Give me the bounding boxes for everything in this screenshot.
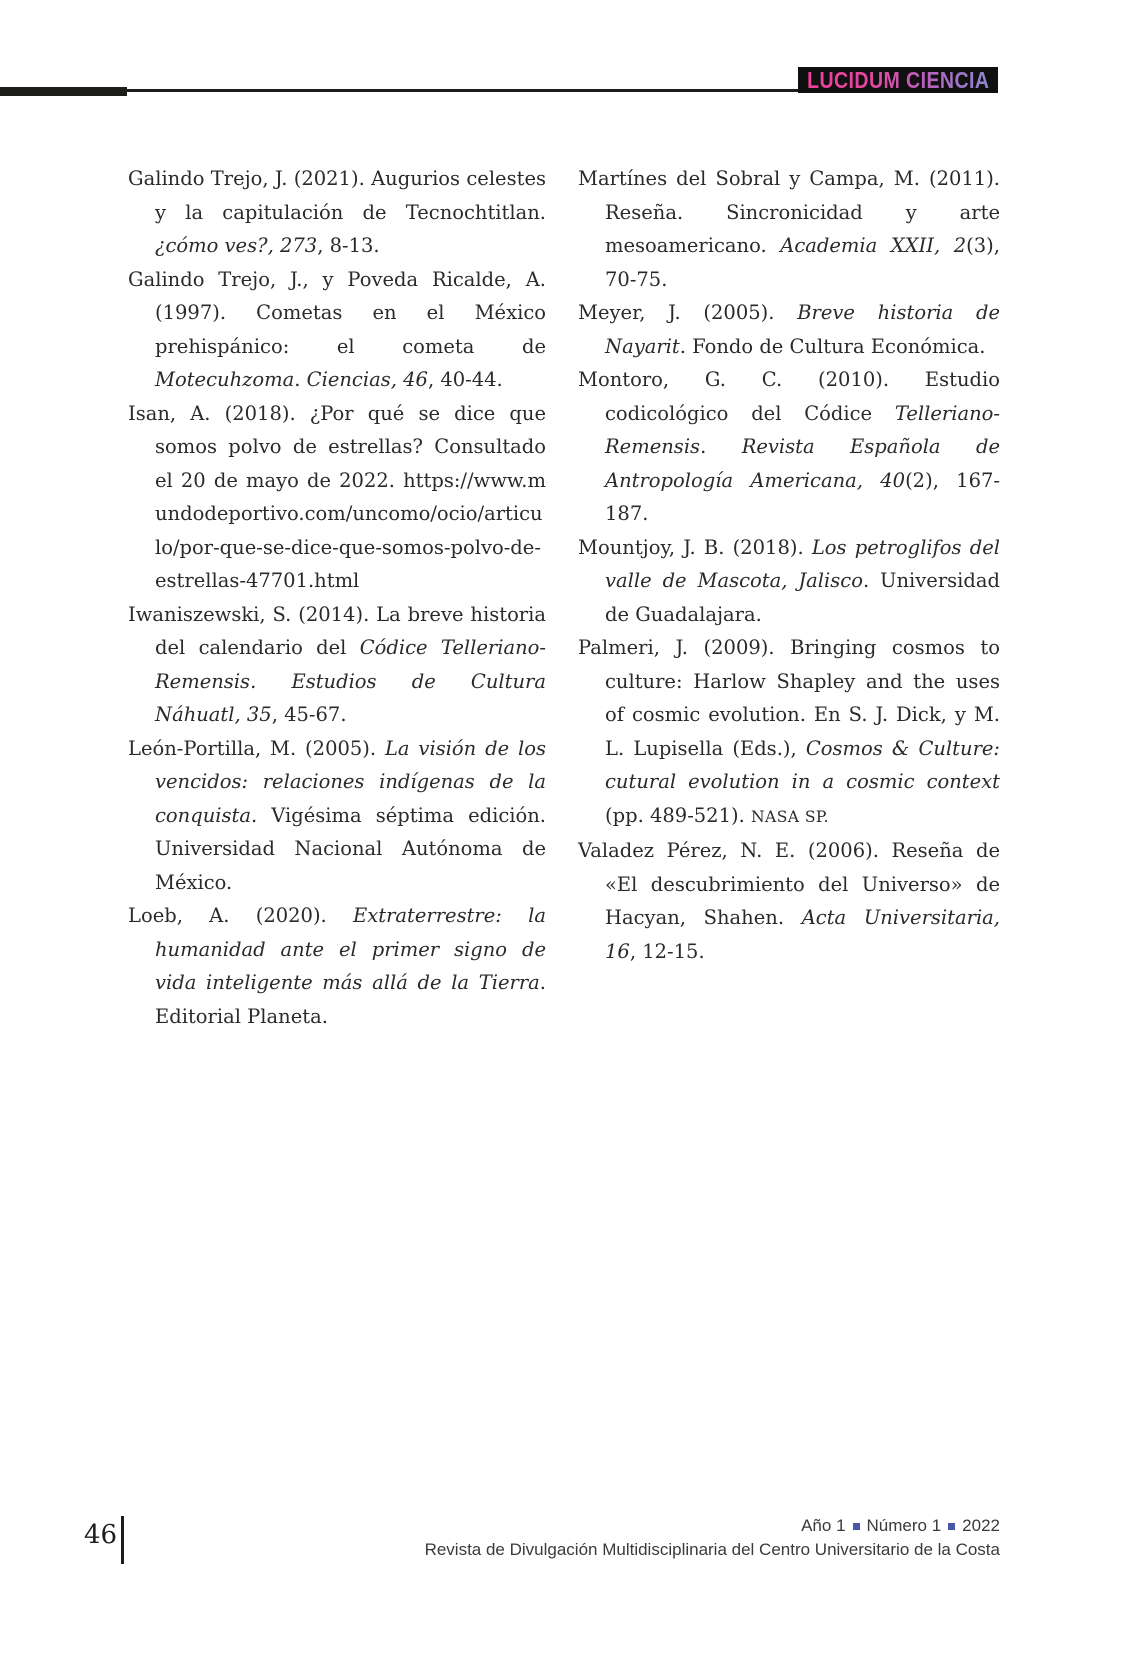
reference-text-run: (2), 167-187. <box>605 468 1000 525</box>
reference-text-run: ¿cómo ves?, 273 <box>155 234 318 257</box>
header-rule-thick <box>0 87 127 96</box>
reference-text-run: León-Portilla, M. (2005). <box>128 736 385 760</box>
square-bullet-icon <box>853 1523 860 1530</box>
reference-text-run: NASA SP. <box>751 807 829 826</box>
reference-text-run: Palmeri, J. (2009). Bringing cosmos to culture: Harlow Shapley and the uses of cosmic evolution. En S. J. Dick, y M. L. Lupisella (Eds.), <box>578 636 1000 760</box>
footer-issue-line <box>425 1514 1000 1538</box>
reference-entry <box>578 834 1000 968</box>
reference-text-run: Loeb, A. (2020). <box>128 904 354 927</box>
reference-text-run: Los petroglifos del valle de Mascota, Jalisco <box>605 535 1000 592</box>
footer-year: 2022 <box>962 1516 1000 1535</box>
footer-issue: Número 1 <box>866 1516 942 1535</box>
reference-text-run: Galindo Trejo, J., y Poveda Ricalde, A. (1997). Cometas en el México prehispánico: el cometa de <box>128 267 546 358</box>
reference-text-run: Códice Telleriano-Remensis <box>155 636 546 693</box>
reference-text-run: Estudios de Cultura Náhuatl, 35 <box>155 669 546 726</box>
reference-text-run: , 45-67. <box>271 703 347 726</box>
reference-text-run: Iwaniszewski, S. (2014). La breve historia del calendario del <box>128 602 546 659</box>
reference-text-run: . Vigésima séptima edición. Universidad Nacional Autónoma de México. <box>155 803 546 894</box>
reference-text-run: Cosmos & Culture: cutural evolution in a cosmic context <box>605 736 1000 793</box>
reference-url: https://www.mundodeportivo.com/uncomo/ocio/articulo/por-que-se-dice-que-somos-polvo-de-estrellas-47701.html <box>155 468 546 592</box>
reference-entry <box>578 296 1000 363</box>
reference-text-run: Acta Universitaria, 16 <box>605 906 1001 963</box>
reference-text-run: . <box>700 435 742 458</box>
reference-text-run: Revista Española de Antropología Americana, 40 <box>605 435 1000 492</box>
reference-entry <box>578 531 1000 632</box>
reference-text-run: , 8-13. <box>317 234 380 257</box>
reference-entry <box>128 732 546 900</box>
reference-entry <box>128 899 546 1033</box>
reference-entry <box>578 363 1000 531</box>
reference-text-run: Meyer, J. (2005). <box>578 301 798 324</box>
reference-text-run: . Editorial Planeta. <box>155 971 546 1028</box>
reference-text-run: Martínes del Sobral y Campa, M. (2011). Reseña. Sincronicidad y arte mesoamericano. <box>578 167 1000 257</box>
reference-text-run: Telleriano-Remensis <box>605 401 1000 458</box>
reference-text-run: Breve historia de Nayarit <box>605 301 1001 358</box>
reference-text-run: Ciencias, 46 <box>306 368 428 391</box>
reference-text-run: La visión de los vencidos: relaciones indígenas de la conquista <box>155 736 546 827</box>
reference-text-run: . <box>294 368 307 391</box>
reference-text-run: Isan, A. (2018). ¿Por qué se dice que somos polvo de estrellas? Consultado el 20 de mayo de 2022. <box>128 401 546 492</box>
references-section <box>128 162 1000 1033</box>
reference-text-run: Montoro, G. C. (2010). Estudio codicológico del Códice <box>578 368 1000 425</box>
references-left-column <box>128 162 546 1033</box>
reference-entry <box>578 162 1000 296</box>
footer-volume: Año 1 <box>801 1516 846 1535</box>
reference-text-run: . Fondo de Cultura Económica. <box>679 334 986 358</box>
reference-text-run: , 12-15. <box>629 939 705 963</box>
reference-text-run: Valadez Pérez, N. E. (2006). Reseña de «El descubrimiento del Universo» de Hacyan, Shahen. <box>578 839 1000 929</box>
footer-journal-line: Revista de Divulgación Multidisciplinaria del Centro Universitario de la Costa <box>424 1540 1000 1559</box>
reference-text-run: , 40-44. <box>427 368 503 391</box>
footer-page-number: 46 <box>84 1520 118 1550</box>
reference-entry <box>128 598 546 732</box>
journal-logo <box>798 67 998 93</box>
reference-text-run: . Universidad de Guadalajara. <box>605 569 1000 626</box>
reference-text-run: Mountjoy, J. B. (2018). <box>578 535 812 559</box>
reference-text-run: Academia XXII, 2 <box>780 234 967 257</box>
square-bullet-icon <box>948 1523 955 1530</box>
reference-text-run: Galindo Trejo, J. (2021). Augurios celestes y la capitulación de Tecnochtitlan. <box>128 167 546 224</box>
reference-text-run: Motecuhzoma <box>155 368 295 391</box>
reference-text-run: (3), 70-75. <box>605 234 1000 291</box>
references-right-column <box>578 162 1000 1033</box>
footer-divider <box>121 1516 124 1564</box>
reference-entry <box>128 397 546 598</box>
reference-entry <box>128 162 546 263</box>
reference-text-run: (pp. 489-521). <box>605 803 752 827</box>
reference-text-run: . <box>250 669 292 693</box>
reference-entry <box>578 631 1000 834</box>
reference-entry <box>128 263 546 397</box>
journal-logo-text: LUCIDUM CIENCIA <box>806 66 990 93</box>
footer-right-block <box>425 1514 1000 1562</box>
reference-text-run: Extraterrestre: la humanidad ante el primer signo de vida inteligente más allá de la Tierra <box>155 904 546 994</box>
